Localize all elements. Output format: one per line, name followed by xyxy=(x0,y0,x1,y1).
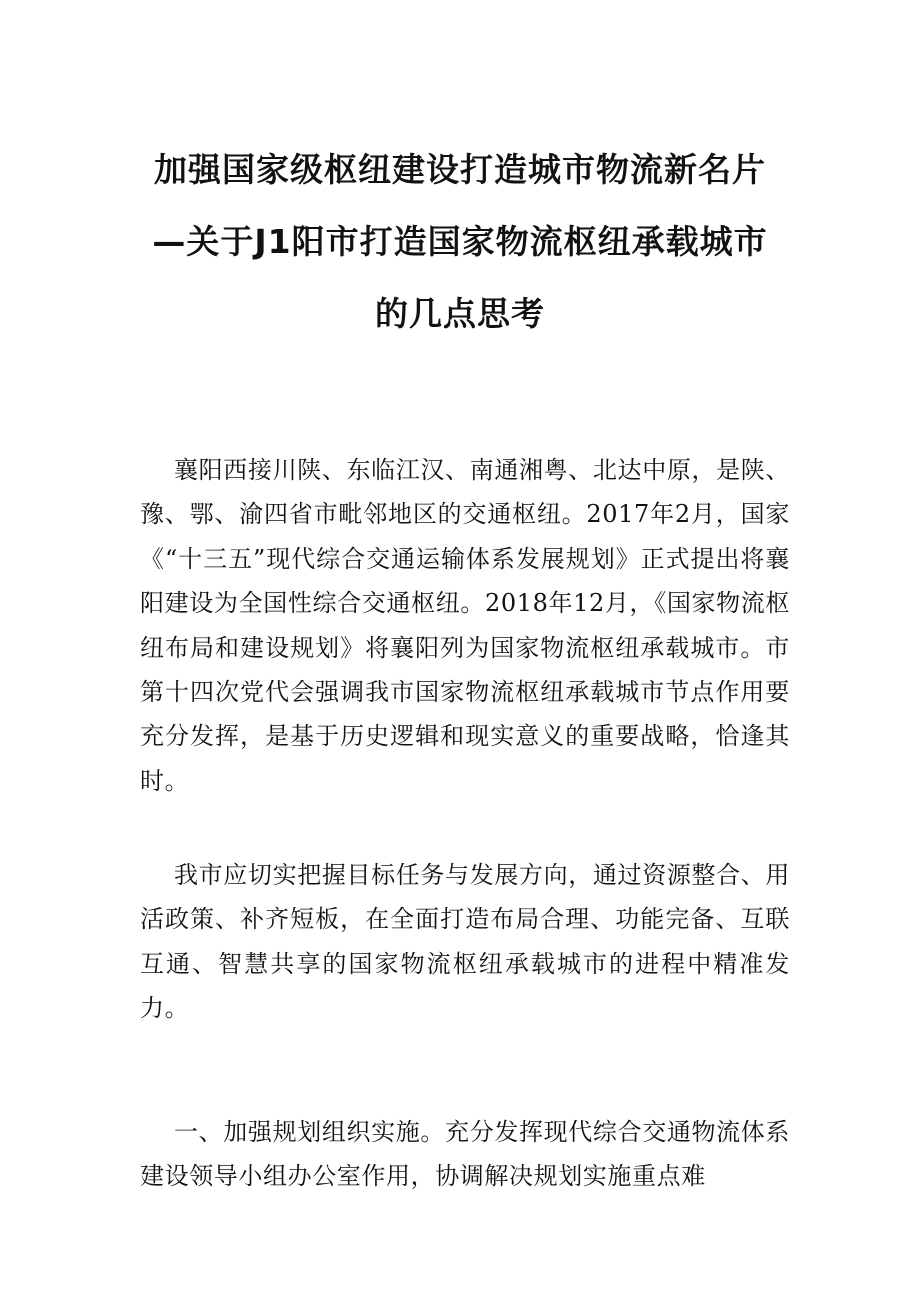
body-paragraph-3: 一、加强规划组织实施。充分发挥现代综合交通物流体系建设领导小组办公室作用，协调解决规划实施重点难 xyxy=(140,1118,790,1191)
document-title-line-3: 的几点思考 xyxy=(375,294,545,333)
document-title-line-1: 加强国家级枢纽建设打造城市物流新名片 xyxy=(154,150,766,189)
body-paragraph-1: 襄阳西接川陕、东临江汉、南通湘粤、北达中原，是陕、豫、鄂、渝四省市毗邻地区的交通枢纽。2017年2月，国家《“十三五”现代综合交通运输体系发展规划》正式提出将襄阳建设为全国性综合交通枢纽。2018年12月，《国家物流枢纽布局和建设规划》将襄阳列为国家物流枢纽承载城市。市第十四次党代会强调我市国家物流枢纽承载城市节点作用要充分发挥，是基于历史逻辑和现实意义的重要战略，恰逢其时。 xyxy=(140,456,790,795)
document-title-line-2: —关于J1阳市打造国家物流枢纽承载城市 xyxy=(152,222,768,261)
body-paragraph-2: 我市应切实把握目标任务与发展方向，通过资源整合、用活政策、补齐短板，在全面打造布局合理、功能完备、互联互通、智慧共享的国家物流枢纽承载城市的进程中精准发力。 xyxy=(140,861,790,1023)
